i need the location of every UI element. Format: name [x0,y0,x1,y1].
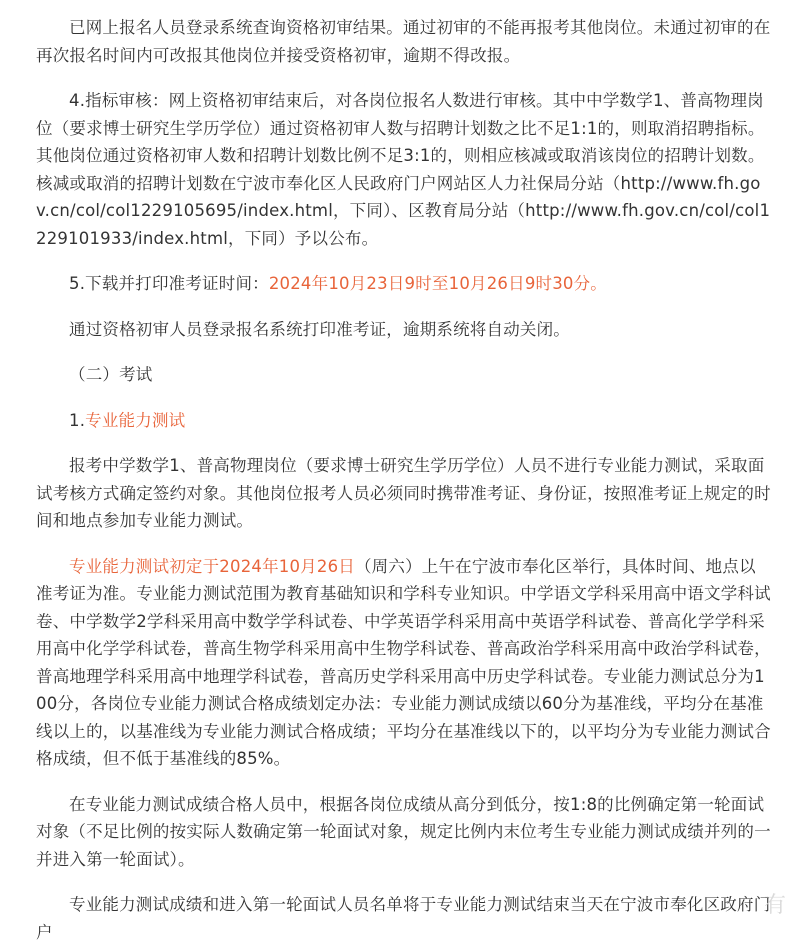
paragraph-test-details [36,553,772,773]
watermark: 有 [763,893,788,918]
subsection-number: 1. [69,410,86,430]
subsection-title: 专业能力测试 [85,410,186,430]
paragraph-exemption: 报考中学数学1、普高物理岗位（要求博士研究生学历学位）人员不进行专业能力测试，采取面试考核方式确定签约对象。其他岗位报考人员必须同时携带准考证、身份证，按照准考证上规定的时间和地点参加专业能力测试。 [36,456,771,530]
paragraph-print-ticket: 通过资格初审人员登录报名系统打印准考证，逾期系统将自动关闭。 [69,319,570,339]
paragraph-quota-review: 4.指标审核：网上资格初审结束后，对各岗位报名人数进行审核。其中中学数学1、普高物理岗位（要求博士研究生学历学位）通过资格初审人数与招聘计划数之比不足1:1的，则取消招聘指标。其他岗位通过资格初审人数和招聘计划数比例不足3:1的，则相应核减或取消该岗位的招聘计划数。核减或取消的招聘计划数在宁波市奉化区人民政府门户网站区人力社保局分站（http://www.fh.gov.cn/col/col1229105695/index.html，下同）、区教育局分站（http://www.fh.gov.cn/col/col1229101933/index.html，下同）予以公布。 [36,91,771,248]
paragraph-interview-selection: 在专业能力测试成绩合格人员中，根据各岗位成绩从高分到低分，按1:8的比例确定第一轮面试对象（不足比例的按实际人数确定第一轮面试对象，规定比例内末位考生专业能力测试成绩并列的一并进入第一轮面试）。 [36,794,771,869]
admission-ticket-period: 2024年10月23日9时至10月26日9时30分。 [268,274,608,293]
subsection-heading-ability-test [36,407,772,435]
paragraph-results-announcement: 专业能力测试成绩和进入第一轮面试人员名单将于专业能力测试结束当天在宁波市奉化区政府门户 [36,895,771,942]
paragraph-initial-review-result: 已网上报名人员登录系统查询资格初审结果。通过初审的不能再报考其他岗位。未通过初审的在再次报名时间内可改报其他岗位并接受资格初审，逾期不得改报。 [36,18,771,65]
admission-ticket-label: 5.下载并打印准考证时间： [69,274,269,293]
test-details-text: （周六）上午在宁波市奉化区举行，具体时间、地点以准考证为准。专业能力测试范围为教育基础知识和学科专业知识。中学语文学科采用高中语文学科试卷、中学数学2学科采用高中数学学科试卷、中学英语学科采用高中英语学科试卷、普高化学学科采用高中化学学科试卷，普高生物学科采用高中生物学科试卷、普高政治学科采用高中政治学科试卷，普高地理学科采用高中地理学科试卷，普高历史学科采用高中历史学科试卷。专业能力测试总分为100分，各岗位专业能力测试合格成绩划定办法：专业能力测试成绩以60分为基准线，平均分在基准线以上的，以基准线为专业能力测试合格成绩；平均分在基准线以下的，以平均分为专业能力测试合格成绩，但不低于基准线的85%。 [36,556,771,768]
section-heading-exam: （二）考试 [69,365,153,384]
test-date-highlight: 专业能力测试初定于2024年10月26日 [69,556,355,576]
paragraph-admission-ticket-time [36,270,772,298]
